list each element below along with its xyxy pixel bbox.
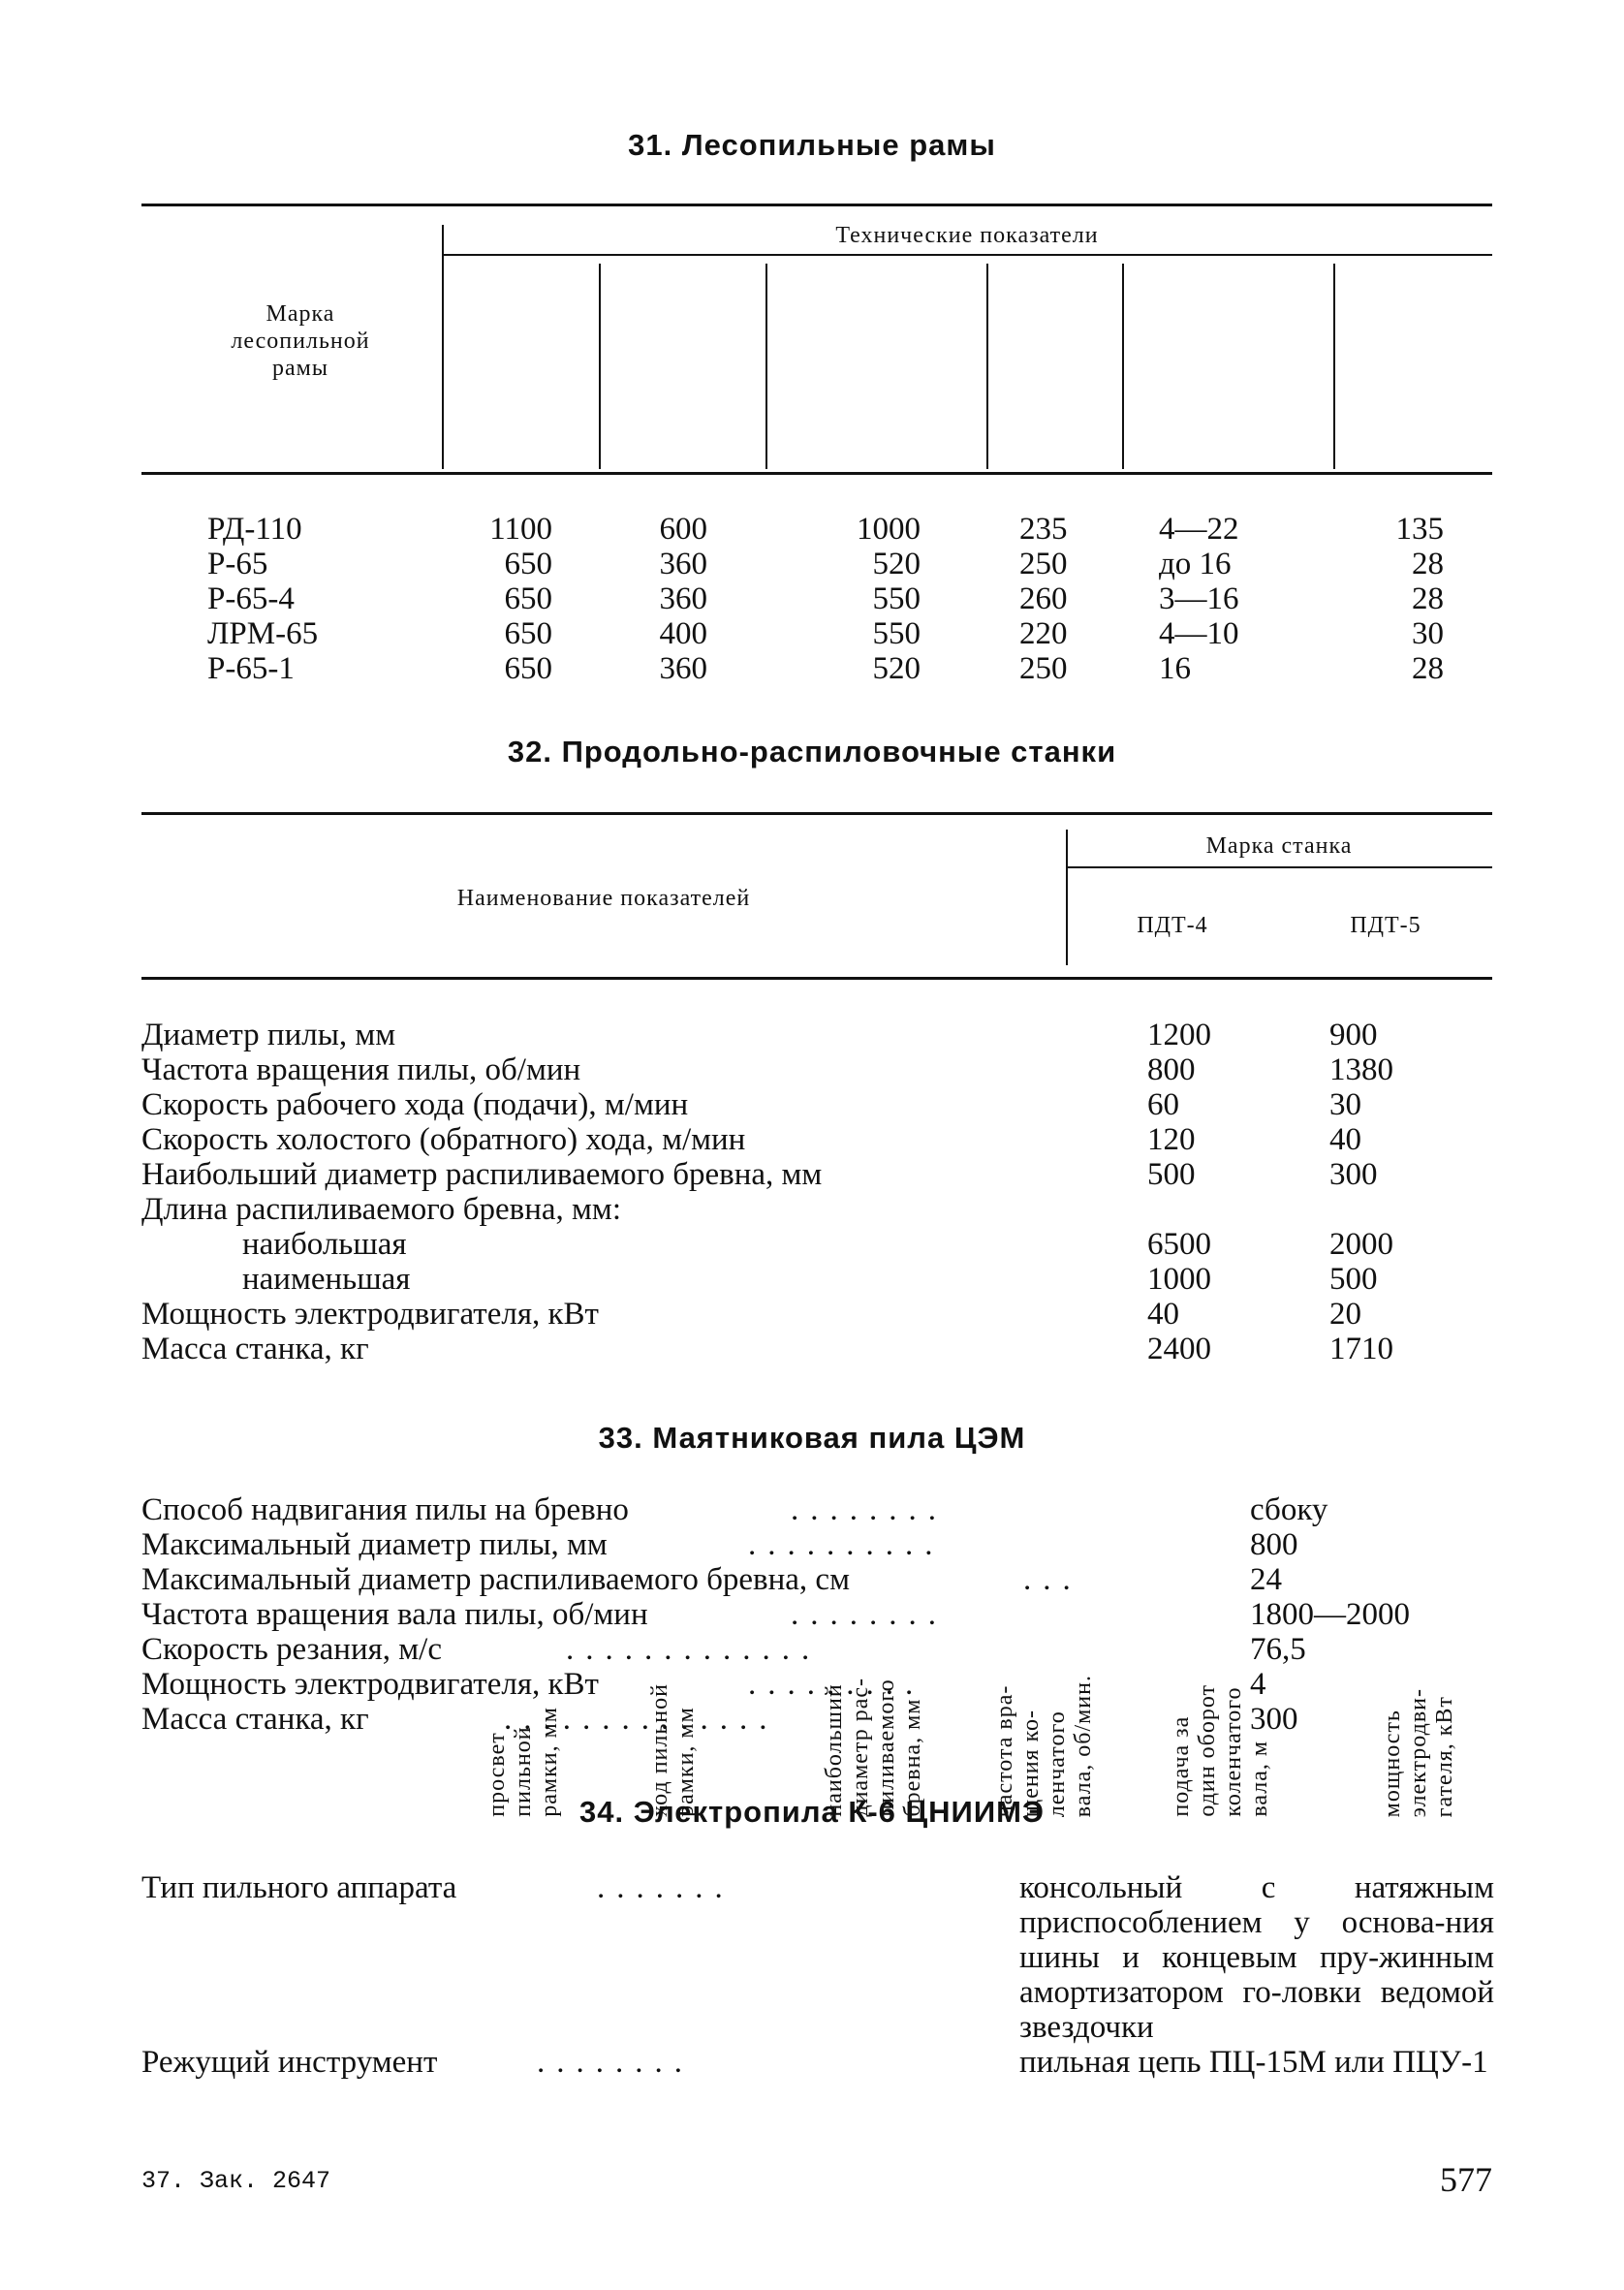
section33-label: Масса станка, кг <box>141 1702 369 1737</box>
table31-cell: до 16 <box>1159 547 1232 581</box>
table31-cell: 235 <box>1019 512 1068 547</box>
table31-row-name: Р-65-1 <box>207 651 295 686</box>
table32-cell: 300 <box>1329 1157 1378 1192</box>
table32-cell: 30 <box>1329 1087 1361 1122</box>
table31-cell: 4—22 <box>1159 512 1239 547</box>
section33-value: 4 <box>1250 1667 1266 1702</box>
dot-leader: ......... <box>748 1667 925 1702</box>
table31-group-rule <box>442 254 1492 256</box>
table31-row-name: Р-65 <box>207 547 268 581</box>
section33-value: 800 <box>1250 1527 1298 1562</box>
dot-leader: ........ <box>791 1597 948 1632</box>
table32-cell: 120 <box>1147 1122 1196 1157</box>
table31-cell: 600 <box>659 512 707 547</box>
table31-divider <box>599 264 601 469</box>
section33-value: 76,5 <box>1250 1632 1306 1667</box>
table31-cell: 250 <box>1019 651 1068 686</box>
table31-group-header: Технические показатели <box>835 223 1099 248</box>
table31-col-header: просвет пильной рамки, мм <box>484 1707 562 1817</box>
table32-row-name: Скорость холостого (обратного) хода, м/мин <box>141 1122 746 1157</box>
table31-header-rule <box>141 472 1492 475</box>
table31-cell: 360 <box>659 651 707 686</box>
table31-cell: 520 <box>872 651 921 686</box>
table31-cell: 28 <box>1412 581 1444 616</box>
table32-title: 32. Продольно-распиловочные станки <box>507 735 1117 769</box>
section34-value: консольный с натяжным приспособлением у основа-ния шины и концевым пру-жинным амортизатором го-ловки ведомой звездочки <box>1019 1870 1494 2045</box>
table32-col-header: ПДТ-5 <box>1350 913 1421 938</box>
print-signature: 37. Зак. 2647 <box>141 2167 331 2195</box>
table31-divider <box>765 264 767 469</box>
table31-cell: 250 <box>1019 547 1068 581</box>
page-number: 577 <box>1440 2160 1492 2199</box>
table32-top-rule <box>141 812 1492 815</box>
table32-cell: 1200 <box>1147 1018 1211 1052</box>
section34-label: Режущий инструмент <box>141 2045 438 2080</box>
section33-label: Мощность электродвигателя, кВт <box>141 1667 599 1702</box>
table31-cell: 28 <box>1412 547 1444 581</box>
table31-cell: 360 <box>659 547 707 581</box>
table31-cell: 1000 <box>857 512 921 547</box>
table31-title: 31. Лесопильные рамы <box>628 128 996 162</box>
dot-leader: ... <box>1023 1562 1082 1597</box>
table31-cell: 650 <box>504 651 552 686</box>
table32-row-name: Мощность электродвигателя, кВт <box>141 1297 599 1332</box>
table32-row-name: Частота вращения пилы, об/мин <box>141 1052 581 1087</box>
table31-row-name: РД-110 <box>207 512 302 547</box>
table31-cell: 260 <box>1019 581 1068 616</box>
table31-cell: 16 <box>1159 651 1191 686</box>
table31-cell: 3—16 <box>1159 581 1239 616</box>
table32-cell: 1380 <box>1329 1052 1393 1087</box>
table32-row-name: Длина распиливаемого бревна, мм: <box>141 1192 621 1227</box>
table31-row-name: ЛРМ-65 <box>207 616 319 651</box>
table31-cell: 520 <box>872 547 921 581</box>
table31-col-header: ход пильной рамки, мм <box>647 1683 699 1817</box>
table31-col-header: мощность электродви- гателя, кВт <box>1380 1687 1457 1817</box>
table32-cell: 40 <box>1329 1122 1361 1157</box>
table31-cell: 30 <box>1412 616 1444 651</box>
table31-cell: 220 <box>1019 616 1068 651</box>
table31-cell: 550 <box>872 581 921 616</box>
table32-header-rule <box>141 977 1492 980</box>
table31-first-col-header: Марка лесопильной рамы <box>231 301 370 381</box>
table31-row-name: Р-65-4 <box>207 581 295 616</box>
table32-cell: 900 <box>1329 1018 1378 1052</box>
section33-value: сбоку <box>1250 1492 1328 1527</box>
table31-col-header: наибольший диаметр рас- пиливаемого бревна, мм <box>822 1678 925 1817</box>
table32-cell: 1000 <box>1147 1262 1211 1297</box>
table31-cell: 4—10 <box>1159 616 1239 651</box>
table31-cell: 550 <box>872 616 921 651</box>
table32-cell: 40 <box>1147 1297 1179 1332</box>
table31-col-header: частота вра- щения ко- ленчатого вала, об/мин. <box>992 1674 1096 1817</box>
table32-row-name: Масса станка, кг <box>141 1332 369 1366</box>
section33-label: Максимальный диаметр пилы, мм <box>141 1527 608 1562</box>
table32-cell: 500 <box>1329 1262 1378 1297</box>
table31-divider <box>1333 264 1335 469</box>
table32-col-header: ПДТ-4 <box>1137 913 1208 938</box>
section33-value: 24 <box>1250 1562 1282 1597</box>
section33-label: Скорость резания, м/с <box>141 1632 442 1667</box>
table32-cell: 20 <box>1329 1297 1361 1332</box>
table32-row-name: Диаметр пилы, мм <box>141 1018 396 1052</box>
table32-row-name: наименьшая <box>242 1262 411 1297</box>
table31-col-header: подача за один оборот коленчатого вала, м <box>1169 1684 1272 1817</box>
table32-cell: 6500 <box>1147 1227 1211 1262</box>
table31-cell: 400 <box>659 616 707 651</box>
dot-leader: .......... <box>748 1527 945 1562</box>
dot-leader: ............. <box>566 1632 822 1667</box>
table32-row-name: Наибольший диаметр распиливаемого бревна, мм <box>141 1157 823 1192</box>
table31-divider <box>986 264 988 469</box>
table32-row-name: наибольшая <box>242 1227 407 1262</box>
table31-divider <box>442 225 444 469</box>
dot-leader: .............. <box>504 1702 779 1737</box>
table32-cell: 1710 <box>1329 1332 1393 1366</box>
dot-leader: ........ <box>537 2045 694 2080</box>
table32-cell: 2000 <box>1329 1227 1393 1262</box>
table32-cell: 2400 <box>1147 1332 1211 1366</box>
table32-name-header: Наименование показателей <box>456 886 751 911</box>
section34-title: 34. Электропила К-6 ЦНИИМЭ <box>579 1795 1045 1829</box>
section33-title: 33. Маятниковая пила ЦЭМ <box>598 1421 1026 1455</box>
section33-label: Способ надвигания пилы на бревно <box>141 1492 629 1527</box>
section34-value: пильная цепь ПЦ-15М или ПЦУ-1 <box>1019 2045 1488 2080</box>
table31-cell: 650 <box>504 581 552 616</box>
section34-label: Тип пильного аппарата <box>141 1870 457 1905</box>
table32-cell: 800 <box>1147 1052 1196 1087</box>
table31-cell: 135 <box>1395 512 1444 547</box>
table31-cell: 28 <box>1412 651 1444 686</box>
dot-leader: ........ <box>791 1492 948 1527</box>
section33-value: 300 <box>1250 1702 1298 1737</box>
table31-cell: 1100 <box>489 512 552 547</box>
dot-leader: ....... <box>597 1870 734 1905</box>
table32-group-rule <box>1066 866 1492 868</box>
table31-cell: 650 <box>504 547 552 581</box>
section33-label: Частота вращения вала пилы, об/мин <box>141 1597 648 1632</box>
section33-label: Максимальный диаметр распиливаемого бревна, см <box>141 1562 850 1597</box>
table32-row-name: Скорость рабочего хода (подачи), м/мин <box>141 1087 689 1122</box>
table32-group-header: Марка станка <box>1205 833 1353 859</box>
table32-cell: 60 <box>1147 1087 1179 1122</box>
table31-cell: 650 <box>504 616 552 651</box>
section33-value: 1800—2000 <box>1250 1597 1410 1632</box>
table32-cell: 500 <box>1147 1157 1196 1192</box>
table31-cell: 360 <box>659 581 707 616</box>
